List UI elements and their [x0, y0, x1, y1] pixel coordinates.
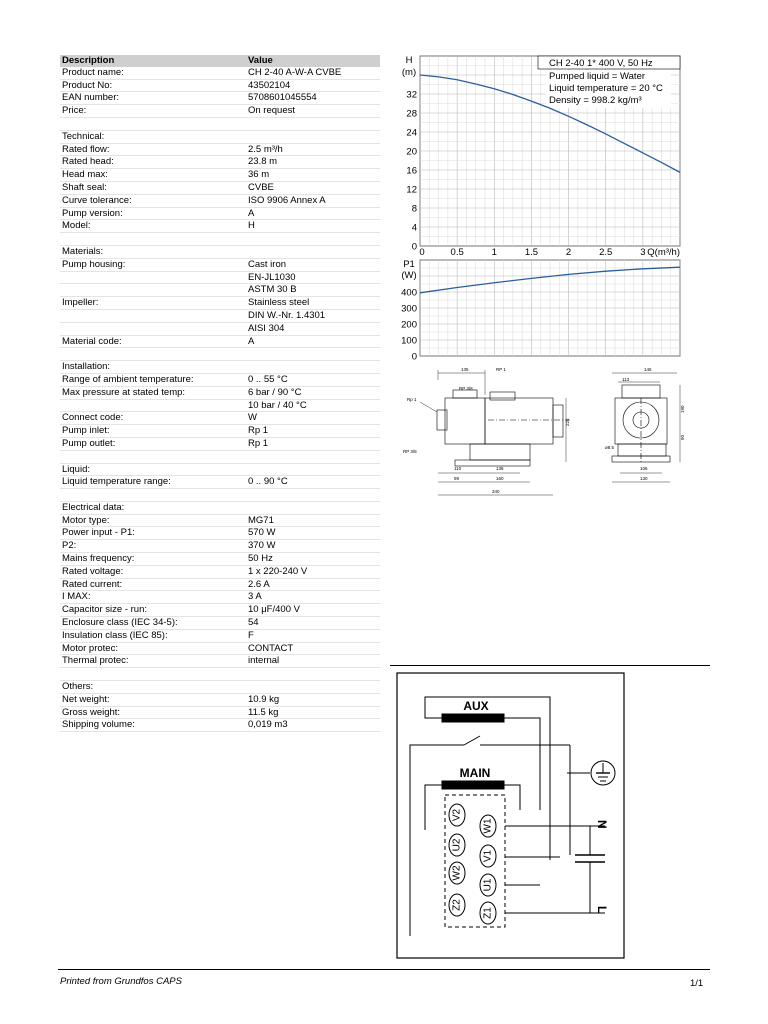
- dimension-label: RP 3/8: [459, 386, 473, 391]
- row-value: F: [248, 629, 254, 641]
- row-description: Net weight:: [62, 693, 110, 705]
- head-x-unit: Q(m³/h): [647, 247, 680, 258]
- dimension-label: 160: [496, 476, 504, 481]
- head-legend-title: CH 2-40 1* 400 V, 50 Hz: [549, 58, 653, 69]
- dimension-label: 135: [461, 367, 469, 372]
- row-description: Impeller:: [62, 297, 99, 309]
- row-description: Capacitor size - run:: [62, 604, 148, 616]
- power-y-tick-label: 0: [411, 351, 417, 363]
- row-description: I MAX:: [62, 591, 91, 603]
- row-description: Head max:: [62, 169, 108, 181]
- row-value: 2.6 A: [248, 578, 270, 590]
- row-description: Product No:: [62, 79, 113, 91]
- dimension-label: RP 3/8: [403, 449, 417, 454]
- row-description: Model:: [62, 220, 91, 232]
- row-description: Gross weight:: [62, 706, 121, 718]
- dimension-label: 99: [454, 476, 460, 481]
- head-x-tick-label: 1: [491, 247, 497, 258]
- row-value: 370 W: [248, 540, 276, 552]
- terminal-right-label: V1: [482, 849, 494, 863]
- row-value: EN-JL1030: [248, 271, 296, 283]
- row-value: 11.5 kg: [248, 706, 279, 718]
- row-description: Enclosure class (IEC 34-5):: [62, 617, 178, 629]
- dimension-label: 130: [640, 476, 648, 481]
- row-value: AISI 304: [248, 322, 285, 334]
- head-y-tick-label: 4: [411, 222, 417, 234]
- row-description: Motor protec:: [62, 642, 118, 654]
- head-y-unit: (m): [401, 67, 417, 78]
- row-description: Rated flow:: [62, 143, 110, 155]
- row-description: Mains frequency:: [62, 553, 135, 565]
- row-description: Shipping volume:: [62, 719, 135, 731]
- terminal-left-label: U2: [451, 838, 463, 852]
- row-description: Pump inlet:: [62, 425, 110, 437]
- head-y-tick-label: 20: [406, 146, 417, 158]
- row-value: Stainless steel: [248, 297, 310, 309]
- head-legend-temperature: Liquid temperature = 20 °C: [549, 83, 663, 94]
- terminal-right-label: W1: [482, 818, 494, 834]
- power-y-tick-label: 100: [401, 335, 417, 347]
- row-description: Connect code:: [62, 412, 124, 424]
- footer-page-number: 1/1: [690, 978, 704, 989]
- power-y-unit: (W): [401, 270, 417, 281]
- row-value: 2.5 m³/h: [248, 143, 283, 155]
- dimension-label: 136: [496, 466, 504, 471]
- row-description: Liquid:: [62, 463, 90, 475]
- terminal-left-label: V2: [451, 808, 463, 822]
- wiring-labels: [449, 699, 609, 924]
- row-value: 54: [248, 617, 259, 629]
- row-description: Material code:: [62, 335, 122, 347]
- row-description: P2:: [62, 540, 77, 552]
- row-description: Curve tolerance:: [62, 194, 132, 206]
- head-y-tick-label: 12: [406, 184, 417, 196]
- dimension-label: 106: [640, 466, 648, 471]
- row-description: Insulation class (IEC 85):: [62, 629, 168, 641]
- head-y-label: H: [405, 55, 413, 66]
- row-value: 3 A: [248, 591, 262, 603]
- row-value: CVBE: [248, 181, 274, 193]
- row-description: Pump outlet:: [62, 437, 116, 449]
- row-value: 10.9 kg: [248, 693, 280, 705]
- dimension-label: ø8.5: [605, 445, 615, 450]
- dimension-label: 146: [644, 367, 652, 372]
- row-value: A: [248, 335, 255, 347]
- head-y-tick-label: 8: [411, 203, 417, 215]
- row-value: DIN W.-Nr. 1.4301: [248, 309, 326, 321]
- head-y-tick-label: 24: [406, 127, 417, 139]
- row-description: Rated head:: [62, 156, 114, 168]
- neutral-label: N: [595, 820, 609, 829]
- dimension-label: 110: [454, 466, 462, 471]
- row-value: CONTACT: [248, 642, 294, 654]
- row-value: 10 μF/400 V: [248, 604, 300, 616]
- dimension-label: Rp 1: [407, 397, 417, 402]
- row-description: Liquid temperature range:: [62, 476, 171, 488]
- row-value: 43502104: [248, 79, 291, 91]
- row-value: 0 .. 55 °C: [248, 373, 288, 385]
- separator-line: [390, 665, 710, 666]
- head-legend-liquid: Pumped liquid = Water: [549, 71, 646, 82]
- terminal-right-label: Z1: [482, 907, 494, 919]
- head-y-tick-label: 16: [406, 165, 417, 177]
- row-description: Technical:: [62, 130, 105, 142]
- aux-coil: [442, 714, 504, 722]
- header-value: Value: [248, 55, 273, 66]
- row-description: Rated current:: [62, 578, 123, 590]
- row-value: 36 m: [248, 169, 270, 181]
- row-value: MG71: [248, 514, 274, 526]
- power-y-label: P1: [403, 259, 415, 270]
- dimension-label: RP 1: [496, 367, 506, 372]
- main-coil: [442, 781, 504, 789]
- row-description: Max pressure at stated temp:: [62, 386, 186, 398]
- dimension-label: 340: [492, 489, 500, 494]
- dimension-label: 225: [565, 418, 570, 426]
- row-value: 1 x 220-240 V: [248, 565, 308, 577]
- dimension-label: 113: [622, 377, 630, 382]
- row-description: Shaft seal:: [62, 181, 107, 193]
- row-value: 6 bar / 90 °C: [248, 386, 302, 398]
- main-label: MAIN: [459, 766, 491, 780]
- head-x-tick-label: 0: [419, 247, 425, 258]
- row-value: 10 bar / 40 °C: [248, 399, 307, 411]
- row-description: Electrical data:: [62, 501, 125, 513]
- row-description: Pump housing:: [62, 258, 126, 270]
- row-description: Power input - P1:: [62, 527, 135, 539]
- power-y-tick-label: 300: [401, 303, 417, 315]
- head-legend-density: Density = 998.2 kg/m³: [549, 95, 642, 106]
- row-description: Motor type:: [62, 514, 110, 526]
- head-y-tick-label: 32: [406, 89, 417, 101]
- terminal-right-label: U1: [482, 878, 494, 892]
- aux-label: AUX: [463, 699, 489, 713]
- row-description: Materials:: [62, 245, 104, 257]
- row-description: Pump version:: [62, 207, 123, 219]
- head-x-tick-label: 1.5: [524, 247, 539, 258]
- row-value: Rp 1: [248, 437, 269, 449]
- row-value: ASTM 30 B: [248, 284, 297, 296]
- head-chart: [402, 55, 680, 258]
- dimension-label: 190: [680, 405, 685, 413]
- wiring-diagram: [397, 673, 624, 958]
- head-y-tick-label: 28: [406, 108, 417, 120]
- head-x-tick-label: 2: [565, 247, 572, 258]
- row-value: 0,019 m3: [248, 719, 288, 731]
- row-description: EAN number:: [62, 92, 120, 104]
- power-y-tick-label: 400: [401, 287, 417, 299]
- terminal-left-label: Z2: [451, 899, 463, 911]
- power-y-tick-label: 200: [401, 319, 417, 331]
- row-description: Range of ambient temperature:: [62, 373, 194, 385]
- head-x-tick-label: 2.5: [599, 247, 613, 258]
- row-description: Installation:: [62, 361, 111, 373]
- row-value: 50 Hz: [248, 553, 273, 565]
- row-value: On request: [248, 105, 295, 117]
- row-value: A: [248, 207, 255, 219]
- row-value: 5708601045554: [248, 92, 317, 104]
- head-x-tick-label: 3: [640, 247, 646, 258]
- row-value: H: [248, 220, 255, 232]
- head-x-tick-label: 0.5: [450, 247, 464, 258]
- footer-printed-from: Printed from Grundfos CAPS: [60, 976, 182, 987]
- line-label: L: [595, 906, 609, 914]
- row-value: CH 2-40 A-W-A CVBE: [248, 66, 342, 78]
- row-description: Price:: [62, 105, 87, 117]
- row-value: W: [248, 412, 257, 424]
- row-description: Product name:: [62, 66, 124, 78]
- row-value: ISO 9906 Annex A: [248, 194, 326, 206]
- row-value: Rp 1: [248, 425, 269, 437]
- row-value: Cast iron: [248, 258, 287, 270]
- row-description: Thermal protec:: [62, 655, 129, 667]
- terminal-left-label: W2: [451, 865, 463, 881]
- row-description: Rated voltage:: [62, 565, 124, 577]
- row-value: 23.8 m: [248, 156, 278, 168]
- row-value: internal: [248, 655, 280, 667]
- header-description: Description: [62, 55, 115, 66]
- row-value: 570 W: [248, 527, 276, 539]
- row-description: Others:: [62, 681, 94, 693]
- footer-line: [58, 969, 710, 970]
- head-y-tick-label: 0: [411, 241, 417, 253]
- dimension-label: 50: [680, 434, 685, 440]
- power-chart: [401, 259, 680, 363]
- row-value: 0 .. 90 °C: [248, 476, 288, 488]
